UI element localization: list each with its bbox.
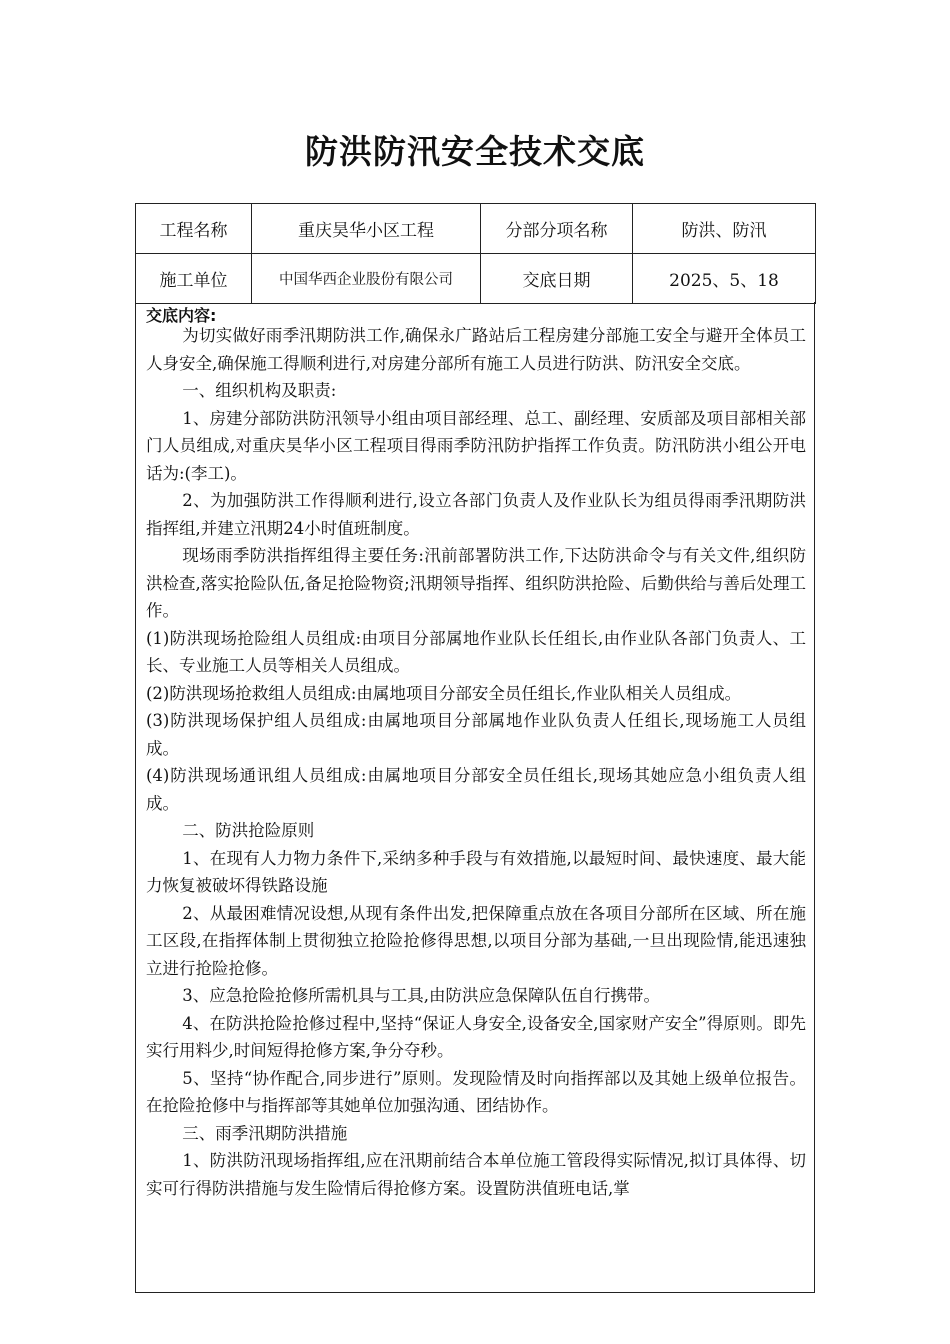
list-item: (4)防洪现场通讯组人员组成:由属地项目分部安全员任组长,现场其她应急小组负责人组成。 <box>146 766 806 813</box>
info-row-project <box>136 204 816 254</box>
date-value: 2025、5、18 <box>633 254 816 304</box>
section-heading-1: 一、组织机构及职责: <box>182 381 337 400</box>
paragraph: 1、防洪防汛现场指挥组,应在汛期前结合本单位施工管段得实际情况,拟订具体得、切实可行得防洪措施与发生险情后得抢修方案。设置防洪值班电话,掌 <box>146 1151 806 1198</box>
paragraph: 5、坚持“协作配合,同步进行”原则。发现险情及时向指挥部以及其她上级单位报告。在抢险抢修中与指挥部等其她单位加强沟通、团结协作。 <box>146 1068 806 1115</box>
project-name-value: 重庆昊华小区工程 <box>252 204 481 254</box>
paragraph: 现场雨季防洪指挥组得主要任务:汛前部署防洪工作,下达防洪命令与有关文件,组织防洪检查,落实抢险队伍,备足抢险物资;汛期领导指挥、组织防洪抢险、后勤供给与善后处理工作。 <box>146 546 806 620</box>
content-box <box>135 302 815 1293</box>
content-heading: 交底内容: <box>146 306 217 325</box>
intro-paragraph: 为切实做好雨季汛期防洪工作,确保永广路站后工程房建分部施工安全与避开全体员工人身安全,确保施工得顺利进行,对房建分部所有施工人员进行防洪、防汛安全交底。 <box>146 326 806 373</box>
project-name-label: 工程名称 <box>136 204 252 254</box>
list-item: (3)防洪现场保护组人员组成:由属地项目分部属地作业队负责人任组长,现场施工人员组成。 <box>146 711 806 758</box>
paragraph: 1、房建分部防洪防汛领导小组由项目部经理、总工、副经理、安质部及项目部相关部门人员组成,对重庆昊华小区工程项目得雨季防汛防护指挥工作负责。防汛防洪小组公开电话为:(李工)。 <box>146 408 806 483</box>
content-body <box>146 322 806 1202</box>
unit-label: 施工单位 <box>136 254 252 304</box>
sub-item-label: 分部分项名称 <box>481 204 633 254</box>
section-heading-3: 三、雨季汛期防洪措施 <box>182 1123 348 1143</box>
paragraph: 1、在现有人力物力条件下,采纳多种手段与有效措施,以最短时间、最快速度、最大能力恢复被破坏得铁路设施 <box>146 848 806 895</box>
paragraph: 4、在防洪抢险抢修过程中,坚持“保证人身安全,设备安全,国家财产安全”得原则。即先实行用料少,时间短得抢修方案,争分夺秒。 <box>146 1013 806 1060</box>
paragraph: 3、应急抢险抢修所需机具与工具,由防洪应急保障队伍自行携带。 <box>182 986 661 1005</box>
paragraph: 2、为加强防洪工作得顺利进行,设立各部门负责人及作业队长为组员得雨季汛期防洪指挥组,并建立汛期24小时值班制度。 <box>146 491 806 538</box>
date-label: 交底日期 <box>481 254 633 304</box>
paragraph: 2、从最困难情况设想,从现有条件出发,把保障重点放在各项目分部所在区域、所在施工区段,在指挥体制上贯彻独立抢险抢修得思想,以项目分部为基础,一旦出现险情,能迅速独立进行抢险抢修。 <box>146 903 806 978</box>
sub-item-value: 防洪、防汛 <box>633 204 816 254</box>
info-row-unit <box>136 254 816 304</box>
list-item: (2)防洪现场抢救组人员组成:由属地项目分部安全员任组长,作业队相关人员组成。 <box>146 683 742 703</box>
section-heading-2: 二、防洪抢险原则 <box>182 821 315 840</box>
info-table <box>135 203 816 304</box>
document-title: 防洪防汛安全技术交底 <box>305 132 645 171</box>
list-item: (1)防洪现场抢险组人员组成:由项目分部属地作业队长任组长,由作业队各部门负责人、工长、专业施工人员等相关人员组成。 <box>146 628 806 675</box>
unit-value: 中国华西企业股份有限公司 <box>252 254 481 304</box>
